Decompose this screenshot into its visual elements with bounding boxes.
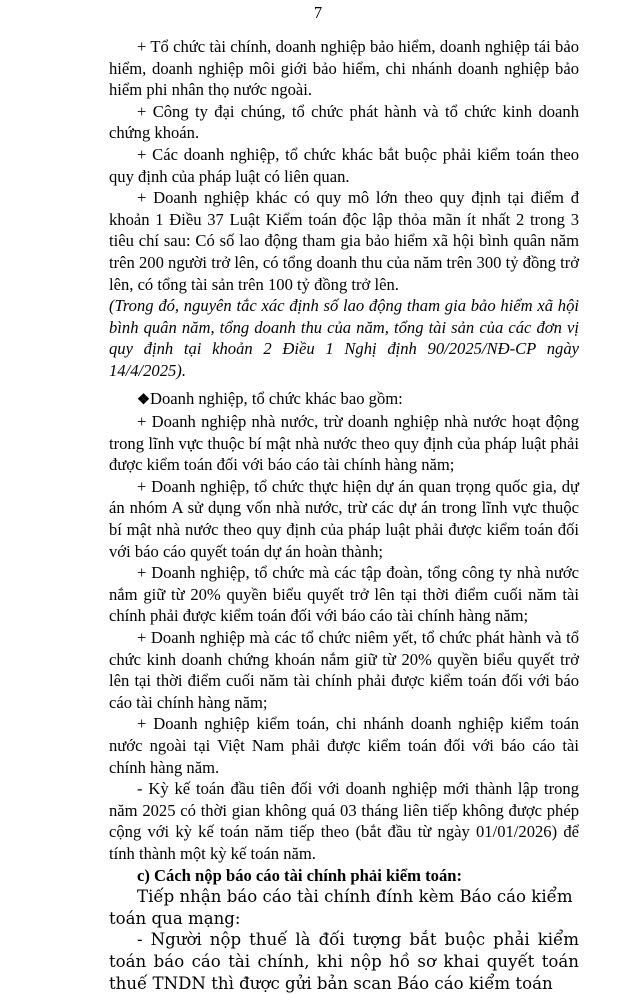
document-body bbox=[109, 36, 579, 994]
paragraph: + Doanh nghiệp mà các tổ chức niêm yết, tổ chức phát hành và tổ chức kinh doanh chứng khoán nắm giữ từ 20% quyền biểu quyết trở lên tại thời điểm cuối năm tài chính phải được kiểm toán đối với báo cáo tài chính hàng năm; bbox=[109, 628, 579, 712]
paragraph: + Tổ chức tài chính, doanh nghiệp bảo hiểm, doanh nghiệp tái bảo hiểm, doanh nghiệp môi giới bảo hiểm, chi nhánh doanh nghiệp bảo hiểm phi nhân thọ nước ngoài. bbox=[109, 37, 579, 100]
page-number: 7 bbox=[313, 3, 323, 22]
paragraph: Tiếp nhận báo cáo tài chính đính kèm Báo cáo kiểm toán qua mạng: bbox=[109, 887, 573, 928]
paragraph: - Người nộp thuế là đối tượng bắt buộc phải kiểm toán báo cáo tài chính, khi nộp hồ sơ khai quyết toán thuế TNDN thì được gửi bản scan Báo cáo kiểm toán bbox=[109, 930, 579, 993]
paragraph-bulleted bbox=[109, 388, 579, 412]
paragraph: + Doanh nghiệp khác có quy mô lớn theo quy định tại điểm đ khoản 1 Điều 37 Luật Kiểm toán độc lập thỏa mãn ít nhất 2 trong 3 tiêu chí sau: Có số lao động tham gia bảo hiểm xã hội bình quân năm trên 200 người trở lên, có tổng doanh thu của năm trên 300 tỷ đồng trở lên, có tổng tài sản trên 100 tỷ đồng trở lên. bbox=[109, 188, 579, 294]
paragraph: + Doanh nghiệp kiểm toán, chi nhánh doanh nghiệp kiểm toán nước ngoài tại Việt Nam phải được kiểm toán đối với báo cáo tài chính hàng năm. bbox=[109, 714, 579, 777]
paragraph: + Các doanh nghiệp, tổ chức khác bắt buộc phải kiểm toán theo quy định của pháp luật có liên quan. bbox=[109, 144, 579, 186]
section-heading-c: c) Cách nộp báo cáo tài chính phải kiểm toán: bbox=[137, 865, 462, 885]
diamond-bullet-icon: ❖ bbox=[137, 391, 150, 408]
paragraph-note-italic: (Trong đó, nguyên tắc xác định số lao động tham gia bảo hiểm xã hội bình quân năm, tổng doanh thu của năm, tổng tài sản của các đơn vị quy định tại khoản 2 Điều 1 Nghị định 90/2025/NĐ-CP ngày 14/4/2025). bbox=[109, 296, 579, 380]
paragraph: - Kỳ kế toán đầu tiên đối với doanh nghiệp mới thành lập trong năm 2025 có thời gian không quá 03 tháng liên tiếp không được phép cộng với kỳ kế toán năm tiếp theo (bắt đầu từ ngày 01/01/2026) để tính thành một kỳ kế toán năm. bbox=[109, 779, 579, 863]
paragraph: + Công ty đại chúng, tổ chức phát hành và tổ chức kinh doanh chứng khoán. bbox=[109, 101, 579, 143]
paragraph: + Doanh nghiệp nhà nước, trừ doanh nghiệp nhà nước hoạt động trong lĩnh vực thuộc bí mật nhà nước theo quy định của pháp luật phải được kiểm toán đối với báo cáo tài chính hàng năm; bbox=[109, 412, 579, 475]
paragraph: + Doanh nghiệp, tổ chức mà các tập đoàn, tổng công ty nhà nước nắm giữ từ 20% quyền biểu quyết trở lên tại thời điểm cuối năm tài chính phải được kiểm toán đối với báo cáo tài chính hàng năm; bbox=[109, 563, 579, 626]
paragraph-bulleted-label: Doanh nghiệp, tổ chức khác bao gồm: bbox=[150, 388, 403, 408]
paragraph: + Doanh nghiệp, tổ chức thực hiện dự án quan trọng quốc gia, dự án nhóm A sử dụng vốn nhà nước, trừ các dự án trong lĩnh vực thuộc bí mật nhà nước theo quy định của pháp luật phải được kiểm toán đối với báo cáo quyết toán dự án hoàn thành; bbox=[109, 476, 579, 561]
